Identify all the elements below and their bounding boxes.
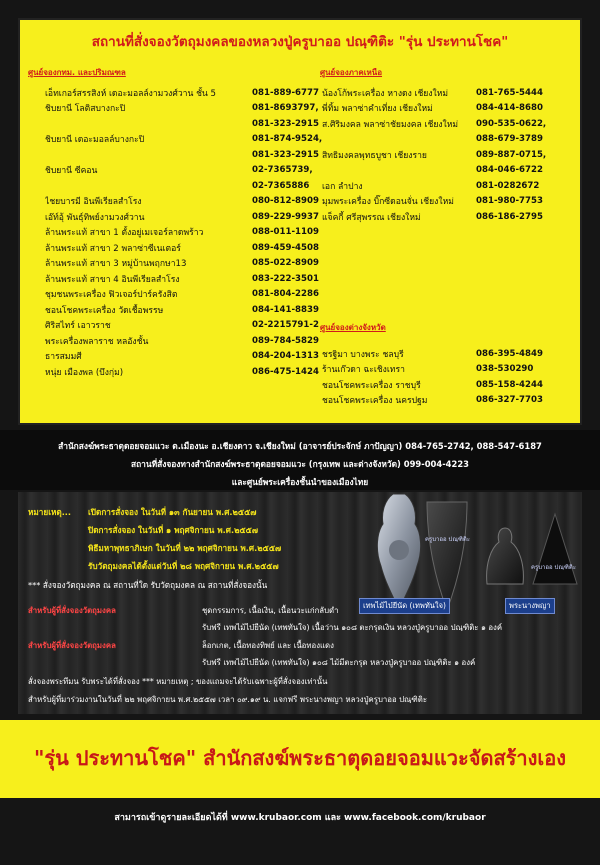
temple-contact: สำนักสงฆ์พระธาตุดอยจอมแวะ ต.เมืองนะ อ.เชียงดาว จ.เชียงใหม่ (อาจารย์ประจักษ์ ภาปัญญา) 084-765-2742, 088-547-6187 — [58, 441, 542, 451]
bangkok-phone[interactable]: 081-889-6777 — [252, 87, 319, 98]
bangkok-shop-name: หนุ่ย เมืองพล (บึงกุ่ม) — [45, 367, 124, 378]
north-phone[interactable]: 081-765-5444 — [476, 87, 543, 98]
bangkok-row — [45, 116, 322, 132]
bangkok-row — [45, 163, 322, 179]
black-amulet-icon — [427, 502, 467, 610]
bangkok-heading: ศูนย์จองกทม. และปริมณฑล — [28, 68, 126, 77]
north-shop-name: พี่ทิ้ม พลาซ่าคำเที่ยง เชียงใหม่ — [322, 104, 433, 115]
amulet-tag-1: ครูบาออ ปณฺฑิติะ — [425, 536, 471, 543]
caption-right: พระนางพญา — [505, 598, 555, 614]
schedule-open: เปิดการสั่งจอง ในวันที่ ๑๓ กันยายน พ.ศ.๒๕๕๗ — [88, 507, 257, 517]
bangkok-phone[interactable]: 085-022-8909 — [252, 258, 319, 269]
bangkok-row — [45, 85, 322, 101]
bangkok-phone[interactable]: 086-475-1424 — [252, 366, 319, 377]
provincial-phone[interactable]: 038-530290 — [476, 364, 534, 375]
provincial-shop-name: ชรฐิมา บางพระ ชลบุรี — [322, 349, 404, 360]
bangkok-row — [45, 194, 322, 210]
bangkok-shop-name: ชุมชนพระเครื่อง ฟิวเจอร์ปาร์ครังสิต — [45, 290, 178, 301]
bangkok-row — [45, 178, 322, 194]
bangkok-row — [45, 364, 322, 380]
bangkok-phone[interactable]: 081-323-2915 — [252, 149, 319, 160]
north-row — [322, 147, 546, 163]
schedule-close: ปิดการสั่งจอง ในวันที่ ๑ พฤศจิกายน พ.ศ.๒๕๕๗ — [88, 525, 259, 535]
series-banner — [0, 720, 600, 798]
north-row — [322, 163, 546, 179]
north-row — [322, 194, 546, 210]
bonus-detail-2b: รับฟรี เทพไม้ไบ๋ยีนัด (เทพทันใจ) ๑๐๘ ไม้มีตะกรุด หลวงปู่ครูบาออ ปณฺฑิติะ ๑ องค์ — [202, 658, 476, 667]
bangkok-row — [45, 225, 322, 241]
bangkok-phone[interactable]: 084-141-8839 — [252, 304, 319, 315]
note-label: หมายเหตุ... — [28, 507, 72, 517]
bangkok-shop-name: ล้านพระแท้ สาขา 1 ตั้งอยู่เมเจอร์ลาดพร้าว — [45, 228, 204, 239]
bangkok-shop-name: ไชยบารมี อินพีเรียลสำโรง — [45, 197, 142, 208]
schedule-note: *** สั่งจองวัตถุมงคล ณ สถานที่ใด รับวัตถุมงคล ณ สถานที่สั่งจองนั้น — [28, 580, 268, 590]
north-phone[interactable]: 081-0282672 — [476, 180, 540, 191]
bangkok-shop-name: ศิริสไทร์ เอาวราช — [45, 321, 111, 332]
bonus-note: สั่งจองพระทีมน รับพระได้ที่สั่งจอง *** หมายเหตุ ; ของแถมจะได้รับเฉพาะผู้ที่สั่งจองเท่านั้น — [28, 677, 328, 686]
bangkok-shop-name: ล้านพระแท้ สาขา 3 หมู่บ้านพฤกษา13 — [45, 259, 187, 270]
buddha-amulet-icon — [487, 528, 524, 584]
north-shop-name: น้องโก้พระเครื่อง หางดง เชียงใหม่ — [322, 88, 449, 99]
bangkok-phone[interactable]: 089-459-4508 — [252, 242, 319, 253]
north-row — [322, 116, 546, 132]
website-line[interactable]: สามารถเข้าดูรายละเอียดได้ที่ www.krubaor.com และ www.facebook.com/krubaor — [114, 813, 486, 823]
north-row — [322, 209, 546, 225]
bangkok-row — [45, 318, 322, 334]
provincial-shop-name: ชอนโชคพระเครื่อง นครปฐม — [322, 396, 428, 407]
north-list — [322, 85, 546, 225]
bonus-detail-2: ล็อกเกต, เนื้อทองทิพย์ และ เนื้อทองแดง — [202, 641, 334, 650]
amulet-tag-2: ครูบาออ ปณฺฑิติะ — [531, 564, 577, 571]
bangkok-phone[interactable]: 083-222-3501 — [252, 273, 319, 284]
bangkok-phone[interactable]: 084-204-1313 — [252, 351, 319, 362]
bangkok-shop-name: ชิบยานี เดอะมอลล์บางกะปิ — [45, 135, 145, 146]
bangkok-shop-name: พระเครื่องพลาราช หลอังชั้น — [45, 336, 149, 347]
provincial-shop-name: ชอนโชคพระเครื่อง ราชบุรี — [322, 380, 421, 391]
panel-title: สถานที่สั่งจองวัตถุมงคลของหลวงปู่ครูบาออ ปณฺฑิติะ "รุ่น ประทานโชค" — [91, 34, 509, 50]
bonus-label-2: สำหรับผู้ที่สั่งจองวัตถุมงคล — [28, 641, 116, 650]
bangkok-shop-name: ธารสมมศี — [45, 352, 82, 363]
bangkok-list — [45, 85, 322, 380]
north-row — [322, 132, 546, 148]
schedule-ceremony: พิธีมหาพุทธาภิเษก ในวันที่ ๒๒ พฤศจิกายน พ.ศ.๒๕๕๗ — [88, 543, 282, 553]
north-phone[interactable]: 088-679-3789 — [476, 134, 543, 145]
bangkok-shop-name: เอ็ทเกอร์สรรสิงห์ เดอะมอลล์งามวงศ์วาน ชั้น 5 — [45, 88, 216, 99]
bangkok-row — [45, 256, 322, 272]
provincial-row — [322, 362, 543, 378]
provincial-heading: ศูนย์จองต่างจังหวัด — [320, 323, 386, 332]
north-shop-name: แจ็คกี้ ศรีสุพรรณ เชียงใหม่ — [322, 212, 421, 223]
bangkok-row — [45, 240, 322, 256]
north-phone[interactable]: 086-186-2795 — [476, 211, 543, 222]
bangkok-phone[interactable]: 088-011-1109 — [252, 227, 319, 238]
provincial-row — [322, 393, 543, 409]
provincial-row — [322, 377, 543, 393]
bangkok-phone[interactable]: 089-229-9937 — [252, 211, 319, 222]
bangkok-shop-name: เอ๊ท์อุ้ พันธุ์ทิพย์งามวงศ์วาน — [45, 212, 145, 223]
bangkok-row — [45, 132, 322, 148]
schedule-receive: รับวัตถุมงคลได้ตั้งแต่วันที่ ๒๘ พฤศจิกายน พ.ศ.๒๕๕๗ — [88, 561, 279, 571]
bangkok-phone[interactable]: 080-812-8909 — [252, 196, 319, 207]
north-phone[interactable]: 084-414-8680 — [476, 103, 543, 114]
bonus-detail-1: ชุดกรรมการ, เนื้อเงิน, เนื้อนวะแก่กลับดำ — [202, 606, 339, 615]
north-phone[interactable]: 084-046-6722 — [476, 165, 543, 176]
bangkok-phone[interactable]: 02-7365886 — [252, 180, 310, 191]
bangkok-row — [45, 209, 322, 225]
bangkok-row — [45, 333, 322, 349]
ceremony-gift: สำหรับผู้ที่มาร่วมงานในวันที่ ๒๒ พฤศจิกายน พ.ศ.๒๕๕๗ เวลา ๐๙.๑๙ น. แจกฟรี พระนางพญา หลวงปู่ครูบาออ ปณฺฑิติะ — [28, 695, 428, 704]
bangkok-shop-name: ชอนโชคพระเครื่อง วัดเชื้อพรรษ — [45, 305, 164, 316]
bangkok-shop-name: ล้านพระแท้ สาขา 2 พลาซ่าซีเนเตอร์ — [45, 243, 181, 254]
provincial-phone[interactable]: 086-395-4849 — [476, 348, 543, 359]
north-heading: ศูนย์จองภาคเหนือ — [320, 68, 383, 77]
bangkok-shop-name: ล้านพระแท้ สาขา 4 อินพีเรียลสำโรง — [45, 274, 180, 285]
bangkok-row — [45, 147, 322, 163]
provincial-row — [322, 346, 543, 362]
provincial-phone[interactable]: 085-158-4244 — [476, 379, 543, 390]
bangkok-phone[interactable]: 089-784-5829 — [252, 335, 319, 346]
bonus-label-1: สำหรับผู้ที่สั่งจองวัตถุมงคล — [28, 606, 116, 615]
provincial-shop-name: ร้านเก๊วดา ฉะเชิงเทรา — [322, 365, 405, 376]
temple-info — [0, 430, 600, 490]
bangkok-row — [45, 271, 322, 287]
temple-order-line: สถานที่สั่งจองทางสำนักสงฆ์พระธาตุดอยจอมแวะ (กรุงเทพ และต่างจังหวัด) 099-004-4223 — [130, 459, 469, 469]
bangkok-phone[interactable]: 081-874-9524, — [252, 134, 323, 145]
bangkok-shop-name: ชิบยานี ซีคอน — [45, 166, 98, 177]
north-shop-name: เอก ลำปาง — [322, 181, 363, 192]
amulet-photos — [355, 492, 580, 624]
north-phone[interactable]: 089-887-0715, — [476, 149, 547, 160]
series-slogan: "รุ่น ประทานโชค" สำนักสงฆ์พระธาตุดอยจอมแวะจัดสร้างเอง — [33, 746, 567, 770]
north-phone[interactable]: 090-535-0622, — [476, 118, 547, 129]
bonus-detail-1b: รับฟรี เทพไม้ไบ๋ยีนัด (เทพทันใจ) เนื้อว่าน ๑๐๘ ตะกรุดเงิน หลวงปู่ครูบาออ ปณฺฑิติะ ๑ องค์ — [202, 623, 503, 632]
north-shop-name: ส.ศิริมงคล พลาซ่าชัยมงคล เชียงใหม่ — [322, 119, 459, 130]
bangkok-shop-name: ชิบยานี โลติสบางกะปิ — [45, 104, 126, 115]
caption-left: เทพไม้ไบ๋ยีนัด (เทพทันใจ) — [359, 598, 450, 614]
order-locations-panel — [18, 18, 582, 425]
bangkok-phone[interactable]: 02-7365739, — [252, 165, 313, 176]
north-shop-name: สิทธิมงคลพุทธบูชา เชียงราย — [322, 150, 427, 161]
provincial-phone[interactable]: 086-327-7703 — [476, 395, 543, 406]
north-shop-name: มุมพระเครื่อง บิ๊กซีดอนจั่น เชียงใหม่ — [322, 197, 454, 208]
bangkok-row — [45, 302, 322, 318]
bangkok-row — [45, 349, 322, 365]
bangkok-phone[interactable]: 081-8693797, — [252, 103, 319, 114]
north-row — [322, 178, 546, 194]
north-phone[interactable]: 081-980-7753 — [476, 196, 543, 207]
provincial-list — [322, 346, 543, 408]
bangkok-phone[interactable]: 02-2215791-2 — [252, 320, 319, 331]
north-row — [322, 101, 546, 117]
north-row — [322, 85, 546, 101]
triangle-amulet-icon — [533, 514, 577, 584]
bangkok-phone[interactable]: 081-323-2915 — [252, 118, 319, 129]
bangkok-row — [45, 287, 322, 303]
bangkok-phone[interactable]: 081-804-2286 — [252, 289, 319, 300]
shops-line: และศูนย์พระเครื่องชั้นนำของเมืองไทย — [231, 477, 369, 487]
bangkok-row — [45, 101, 322, 117]
